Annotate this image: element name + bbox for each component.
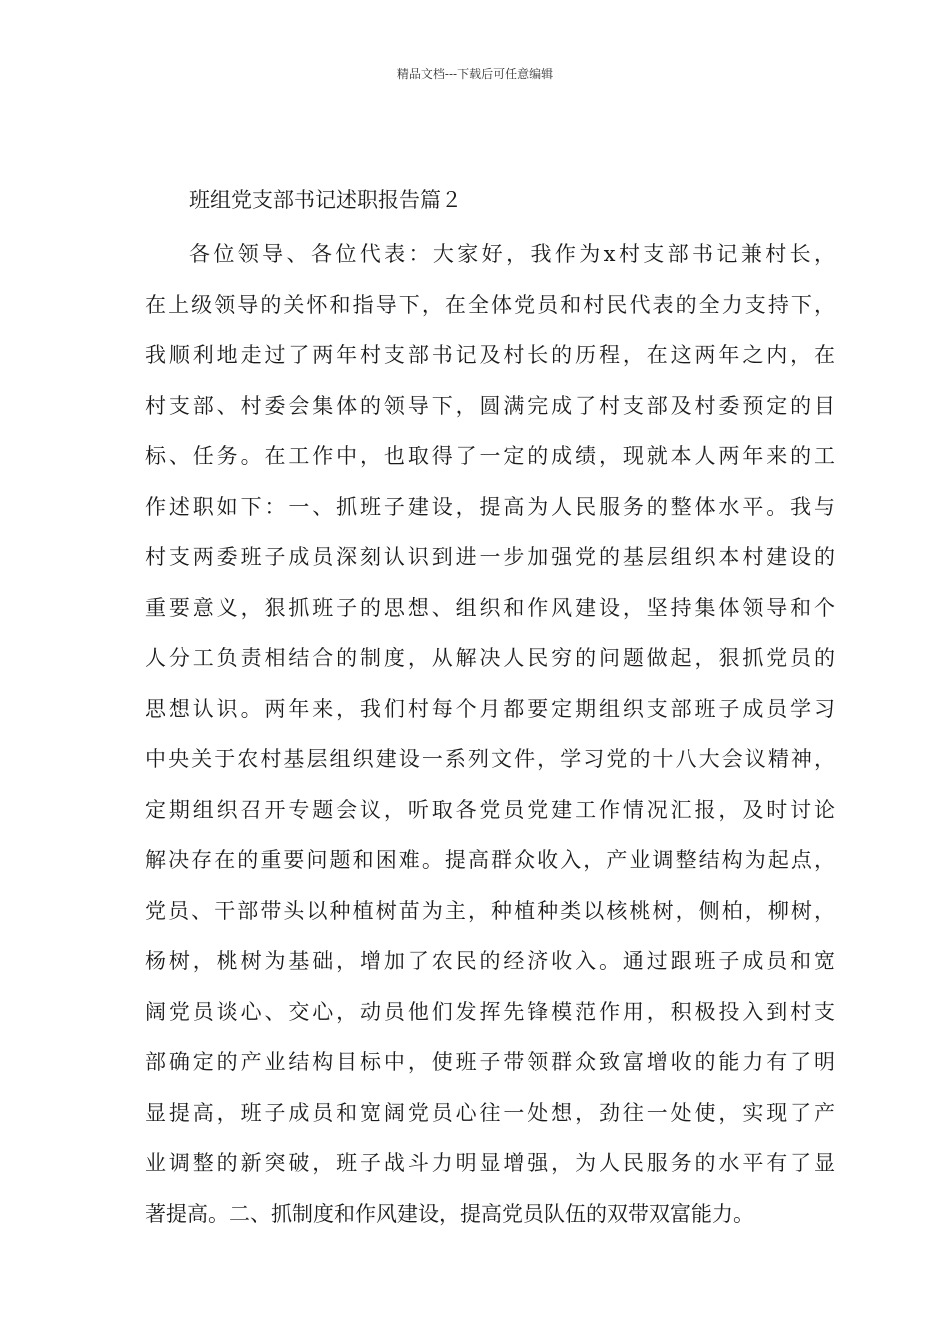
text-line: 杨树，桃树为基础，增加了农民的经济收入。通过跟班子成员和宽 — [145, 949, 835, 973]
text-line: 中央关于农村基层组织建设一系列文件，学习党的十八大会议精神， — [145, 747, 835, 771]
text-line: 标、任务。在工作中，也取得了一定的成绩，现就本人两年来的工 — [145, 444, 835, 468]
text-line: 重要意义，狠抓班子的思想、组织和作风建设，坚持集体领导和个 — [145, 595, 835, 620]
text-line: 解决存在的重要问题和困难。提高群众收入，产业调整结构为起点， — [145, 848, 835, 872]
text-line: 党员、干部带头以种植树苗为主，种植种类以核桃树，侧柏，柳树， — [145, 898, 835, 923]
text-line: 村支部、村委会集体的领导下，圆满完成了村支部及村委预定的目 — [145, 393, 835, 418]
text-line: 著提高。二、抓制度和作风建设，提高党员队伍的双带双富能力。 — [145, 1201, 754, 1226]
text-line: 定期组织召开专题会议，听取各党员党建工作情况汇报，及时讨论 — [145, 797, 835, 822]
text-line: 显提高，班子成员和宽阔党员心往一处想，劲往一处使，实现了产 — [145, 1100, 835, 1125]
text-line: 人分工负责相结合的制度，从解决人民穷的问题做起，狠抓党员的 — [145, 646, 835, 670]
text-line: 村支两委班子成员深刻认识到进一步加强党的基层组织本村建设的 — [145, 545, 835, 569]
page-header: 精品文档---下载后可任意编辑 — [396, 67, 554, 81]
document-body — [145, 184, 835, 1248]
document-title: 班组党支部书记述职报告篇２ — [189, 188, 462, 212]
text-line: 业调整的新突破，班子战斗力明显增强，为人民服务的水平有了显 — [145, 1151, 835, 1175]
body-text — [145, 238, 835, 1248]
text-line: 各位领导、各位代表：大家好，我作为x村支部书记兼村长， — [189, 242, 835, 266]
text-line: 阔党员谈心、交心，动员他们发挥先锋模范作用，积极投入到村支 — [145, 999, 835, 1024]
text-line: 我顺利地走过了两年村支部书记及村长的历程，在这两年之内，在 — [145, 343, 835, 367]
text-line: 作述职如下：一、抓班子建设，提高为人民服务的整体水平。我与 — [145, 494, 835, 519]
text-line: 在上级领导的关怀和指导下，在全体党员和村民代表的全力支持下， — [145, 292, 835, 317]
text-line: 部确定的产业结构目标中，使班子带领群众致富增收的能力有了明 — [145, 1050, 835, 1074]
text-line: 思想认识。两年来，我们村每个月都要定期组织支部班子成员学习 — [145, 696, 835, 721]
